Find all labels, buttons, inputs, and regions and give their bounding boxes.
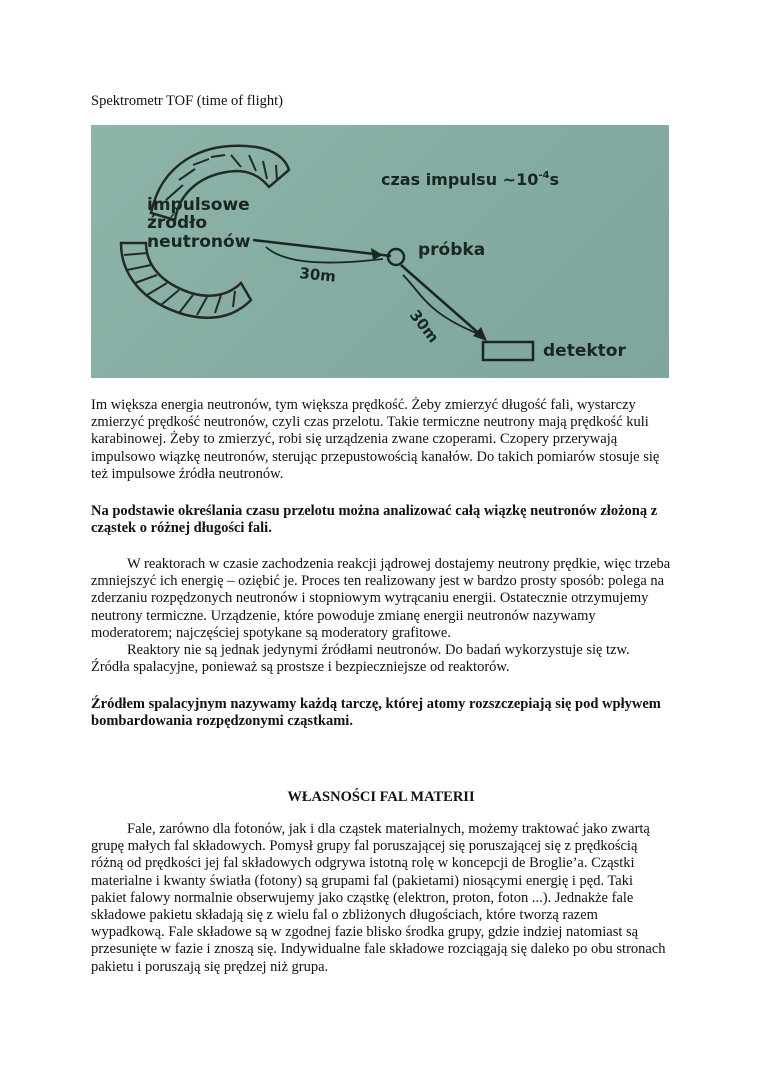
paragraph-1 [91,397,671,483]
pulse-time-text: czas impulsu ~10 [381,170,539,189]
paragraph-2-text: Na podstawie określania czasu przelotu można analizować całą wiązkę neutronów złożoną z cząstek o różnej długości fali. [91,503,658,537]
paragraph-6 [91,821,671,976]
detector-box [483,342,533,360]
paragraph-5-text: Źródłem spalacyjnym nazywamy każdą tarczę, której atomy rozszczepiają się pod wpływem bombardowania rozpędzonymi cząstkami. [91,696,661,730]
source-shield-lower [121,243,251,318]
source-label-line1: impulsowe [147,195,250,215]
section-heading: WŁASNOŚCI FAL MATERII [287,789,475,805]
tof-diagram [91,125,669,378]
paragraph-5 [91,696,671,730]
pulse-time-exponent: -4 [538,170,550,181]
paragraph-1-text: Im większa energia neutronów, tym większa prędkość. Żeby zmierzyć długość fali, wystarczy zmierzyć prędkość neutronów, czyli czas przelotu. Takie termiczne neutrony mają prędkość kuli karabinowej. Żeby to zmierzyć, robi się urządzenia zwane czoperami. Czopery przerywają impulsowo wiązkę neutronów, sterując przepustowością kanałów. Do takich pomiarów stosuje się też impulsowe źródła neutronów. [91,397,660,482]
tof-spectrometer-photo [91,125,669,378]
paragraph-6-text: Fale, zarówno dla fotonów, jak i dla cząstek materialnych, możemy traktować jako zwartą grupę małych fal składowych. Pomysł grupy fal poruszającej się poruszającej się z prędkością różną od prędkości jej fal składowych odgrywa istotną rolę w koncepcji de Broglie’a. Cząstki materialne i kwanty światła (fotony) są grupami fal (pakietami) niosącymi energię i pęd. Taki pakiet falowy normalnie obserwujemy jako cząstkę (elektron, proton, foton ...). Jednakże fale składowe pakietu składają się z wielu fal o zbliżonych długościach, które tworzą razem wypadkową. Fale składowe są w zgodnej fazie blisko środka grupy, gdzie indziej natomiast są przesunięte w fazie i znoszą się. Indywidualne fale składowe rozciągają się daleko po obu stronach pakietu i poruszają się prędzej niż grupa. [91,821,666,975]
pulse-time-label [381,170,559,189]
sample-label: próbka [418,240,486,260]
beam-arrowhead-1 [371,248,383,260]
detector-label: detektor [543,341,626,361]
paragraph-2 [91,503,671,537]
paragraph-3 [91,556,671,676]
source-label-line2: źródło [147,213,208,233]
paragraph-4-text: Reaktory nie są jednak jedynymi źródłami neutronów. Do badań wykorzystuje się tzw. Źródła spalacyjne, ponieważ są prostsze i bezpieczniejsze od reaktorów. [91,642,630,676]
pulse-time-unit: s [549,170,559,189]
distance-label-2: 30m [405,306,443,347]
source-label-line3: neutronów [147,232,251,252]
section-title: Spektrometr TOF (time of flight) [91,93,283,109]
distance-label-1: 30m [298,264,337,286]
paragraph-3-text: W reaktorach w czasie zachodzenia reakcji jądrowej dostajemy neutrony prędkie, więc trzeba zmniejszyć ich energię – oziębić je. Proces ten realizowany jest w bardzo prosty sposób: polega na zderzaniu rozpędzonych neutronów i stopniowym wytrącaniu energii. Ostatecznie otrzymujemy neutrony termiczne. Urządzenie, które powoduje zmianę energii neutronów nazywamy moderatorem; najczęściej spotykane są moderatory grafitowe. [91,556,671,641]
